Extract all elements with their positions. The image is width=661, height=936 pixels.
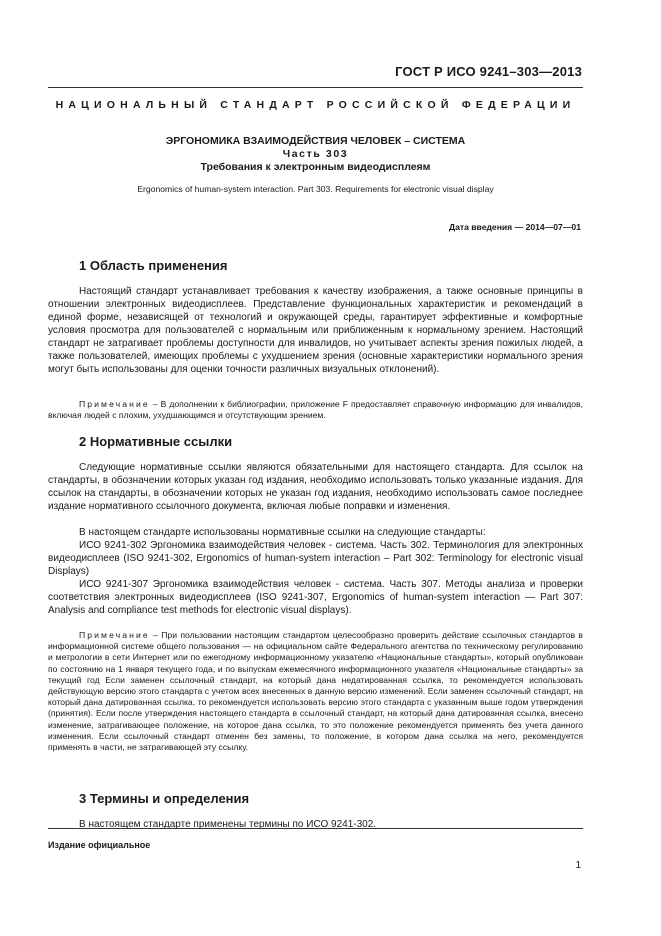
section-1-heading: 1 Область применения [79, 258, 228, 273]
standard-number: ГОСТ Р ИСО 9241–303—2013 [395, 64, 582, 79]
section-3-paragraph: В настоящем стандарте применены термины по ИСО 9241-302. [79, 819, 377, 830]
section-2-reference-302: ИСО 9241-302 Эргономика взаимодействия человек - система. Часть 302. Терминология для электронных видеодисплеев (ISO 9241-302, Ergonomics of human-system interaction – Part 302: Terminology for electronic visual Displays) [48, 540, 583, 577]
document-title: ЭРГОНОМИКА ВЗАИМОДЕЙСТВИЯ ЧЕЛОВЕК – СИСТЕМА [165, 135, 466, 147]
section-1-paragraph: Настоящий стандарт устанавливает требования к качеству изображения, а также основные принципы в отношении электронных видеодисплеев. Представление функциональных характеристик и рекомендаций в единой форме, независящей от технологий и окружающей среды, гарантирует эффективные и комфортные условия просмотра для пользователей с нормальным или приближенным к нормальному зрением. Настоящий стандарт не затрагивает проблемы доступности для инвалидов, но учитывает аспекты зрения пожилых людей, а также пользователей, имеющих проблемы с ухудшением зрения (основные характеристики нормального зрения могут быть использованы для оценки точности различных визуальных отклонений). [48, 286, 583, 375]
section-2-heading: 2 Нормативные ссылки [79, 434, 233, 449]
document-subtitle: Требования к электронным видеодисплеям [200, 161, 431, 173]
edition-label: Издание официальное [48, 840, 151, 850]
note-label: Примечание [79, 399, 150, 409]
note-label: Примечание [79, 630, 150, 640]
section-3-heading: 3 Термины и определения [79, 791, 250, 806]
english-title: Ergonomics of human-system interaction. Part 303. Requirements for electronic visual display [137, 184, 494, 194]
section-1-note [48, 399, 583, 421]
section-2-paragraph-1: Следующие нормативные ссылки являются обязательными для настоящего стандарта. Для ссылок на стандарты, в обозначении которых указан год издания, необходимо использовать только указанные издания. Для ссылок на стандарты, в обозначении которых не указан год издания, необходимо использовать самое последнее издание нормативного ссылочного документа, включая любые поправки и изменения. [48, 462, 583, 512]
introduction-date: Дата введения — 2014—07—01 [448, 222, 581, 232]
document-part: Часть 303 [282, 148, 349, 160]
header-divider [48, 87, 583, 88]
footer-divider [48, 828, 583, 829]
page-number: 1 [575, 860, 581, 871]
section-2-note [48, 630, 583, 753]
section-2-paragraph-2: В настоящем стандарте использованы нормативные ссылки на следующие стандарты: [79, 527, 486, 538]
note-text: – При пользовании настоящим стандартом целесообразно проверить действие ссылочных стандартов в информационной системе общего пользования — на официальном сайте Федерального агентства по техническому регулированию и метрологии в сети Интернет или по ежегодному информационному указателю «Национальные стандарты», который опубликован по состоянию на 1 января текущего года, и по выпускам ежемесячного информационного указателя «Национальные стандарты» за текущий год Если заменен ссылочный стандарт, на который дана недатированная ссылка, то рекомендуется использовать действующую версию этого стандарта с учетом всех внесенных в данную версию изменений. Если заменен ссылочный стандарт, на который дана датированная ссылка, то рекомендуется использовать версию этого стандарта с указанным выше годом утверждения (принятия). Если после утверждения настоящего стандарта в ссылочный стандарт, на который дана датированная ссылка, внесено изменение, затрагивающее положение, на которое дана ссылка, то это положение рекомендуется применять без учета данного изменения. Если ссылочный стандарт отменен без замены, то положение, в котором дана ссылка на него, рекомендуется применять в части, не затрагивающей эту ссылку. [48, 630, 583, 753]
section-2-reference-307: ИСО 9241-307 Эргономика взаимодействия человек - система. Часть 307. Методы анализа и проверки соответствия электронных видеодисплеев (ISO 9241-307, Ergonomics of human-system interaction — Part 307: Analysis and compliance test methods for electronic visual displays). [48, 579, 583, 616]
national-standard-line: НАЦИОНАЛЬНЫЙ СТАНДАРТ РОССИЙСКОЙ ФЕДЕРАЦИИ [55, 99, 576, 111]
note-text: – В дополнении к библиографии, приложение F предоставляет справочную информацию для инвалидов, включая людей с плохим, ухудшающимся и отсутствующим зрением. [48, 399, 583, 421]
